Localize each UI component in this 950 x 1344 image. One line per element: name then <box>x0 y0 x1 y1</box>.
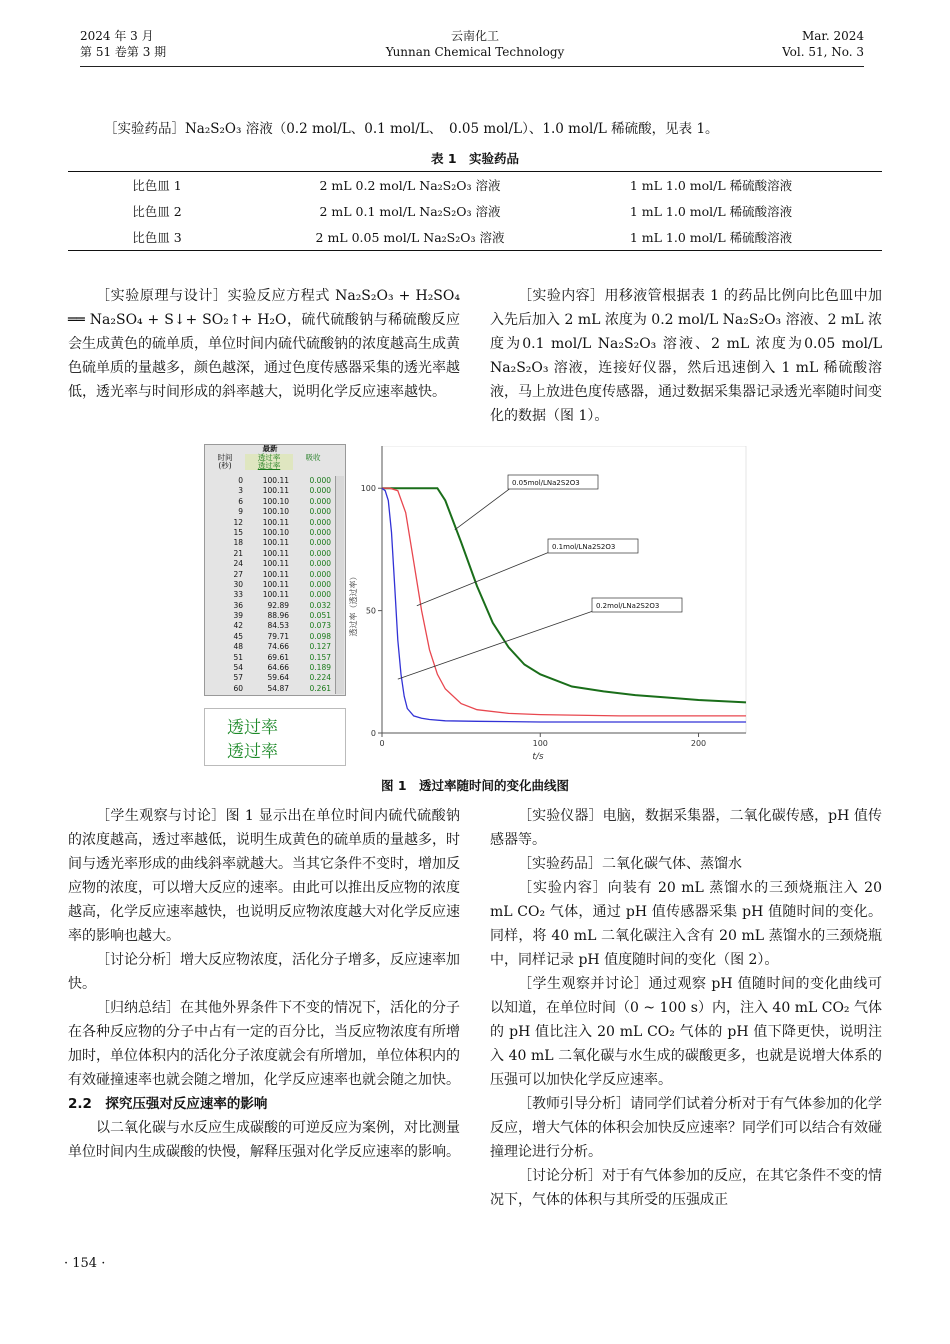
x-tick-label: 0 <box>379 739 385 748</box>
journal-name-cn: 云南化工 <box>450 29 499 43</box>
time-unit: (秒) <box>218 461 232 470</box>
table-cell: 69.61 <box>267 652 289 662</box>
y-tick-label: 50 <box>365 606 376 616</box>
y-axis-label: 透过率（透过率） <box>349 572 358 637</box>
table-cell: 比色皿 2 <box>132 204 182 219</box>
table-cell: 0.000 <box>309 538 331 548</box>
table-cell: 74.66 <box>267 642 289 652</box>
table-row <box>205 684 335 694</box>
header-right <box>782 28 864 60</box>
table-cell: 0.051 <box>309 611 331 621</box>
table-cell: 0.000 <box>309 476 331 485</box>
table-cell: 51 <box>233 652 243 662</box>
table-cell: 2 mL 0.2 mol/L Na₂S₂O₃ 溶液 <box>319 178 501 193</box>
table-cell: 33 <box>233 590 243 600</box>
header-volume: 第 51 卷第 3 期 <box>80 45 167 59</box>
table-cell: 0.224 <box>309 673 331 683</box>
table-cell: 100.11 <box>262 579 289 589</box>
table-row <box>205 632 335 642</box>
table-cell: 2 mL 0.05 mol/L Na₂S₂O₃ 溶液 <box>315 230 505 245</box>
table-row <box>205 518 335 528</box>
annotation-label: 0.2mol/LNa2S2O3 <box>596 602 660 610</box>
table-cell: 比色皿 3 <box>132 230 182 245</box>
table-row <box>205 570 335 580</box>
table-row <box>205 590 335 600</box>
table-cell: 0.000 <box>309 517 331 527</box>
table-cell: 100.11 <box>262 548 289 558</box>
table-cell: 100.11 <box>262 590 289 600</box>
table-cell: 0.032 <box>309 600 331 610</box>
table-cell: 0.000 <box>309 507 331 517</box>
table-cell: 0.098 <box>309 631 331 641</box>
table-row <box>205 549 335 559</box>
data-table-scrollbar[interactable] <box>335 476 344 694</box>
table-row <box>205 673 335 683</box>
page-number: · 154 · <box>64 1256 106 1271</box>
table-row <box>205 611 335 621</box>
table-cell: 0.000 <box>309 579 331 589</box>
table-cell: 30 <box>233 579 243 589</box>
table-cell: 60 <box>233 683 243 693</box>
figure1-caption: 图 1 透过率随时间的变化曲线图 <box>380 778 570 793</box>
table-row <box>68 224 882 251</box>
table-cell: 100.10 <box>262 496 289 506</box>
legend-label: 透过率 <box>227 718 278 738</box>
data-table-rows <box>205 476 335 694</box>
y-tick-label: 0 <box>370 729 376 738</box>
abs-col-header: 吸收 <box>305 453 321 462</box>
discussion-paragraph: ［讨论分析］增大反应物浓度，活化分子增多，反应速率加快。 <box>68 952 460 992</box>
table-row <box>205 497 335 507</box>
table-row <box>205 559 335 569</box>
left-column-bottom <box>68 804 460 1164</box>
table-cell: 0.000 <box>309 569 331 579</box>
table-row <box>68 172 882 199</box>
table-cell: 39 <box>233 611 243 621</box>
journal-name-en: Yunnan Chemical Technology <box>385 45 565 59</box>
time-label: 时间 <box>217 453 233 462</box>
table-cell: 1 mL 1.0 mol/L 稀硫酸溶液 <box>629 230 793 245</box>
data-legend-box <box>204 708 346 766</box>
discussion2-paragraph: ［讨论分析］对于有气体参加的反应，在其它条件不变的情况下，气体的体积与其所受的压强成正 <box>490 1168 882 1208</box>
transmittance-chart <box>346 446 748 772</box>
table-cell: 0.000 <box>309 496 331 506</box>
table-cell: 36 <box>233 600 243 610</box>
x-tick-label: 200 <box>690 739 707 748</box>
table-cell: 100.11 <box>262 559 289 569</box>
summary-paragraph: ［归纳总结］在其他外界条件下不变的情况下，活化的分子在各种反应物的分子中占有一定的百分比，当反应物浓度有所增加时，单位体积内的活化分子浓度就会有所增加，单位体积内的有效碰撞速率也就会随之增加，化学反应速率也就会随之加快。 <box>68 1000 460 1088</box>
procedure-paragraph: ［实验内容］向装有 20 mL 蒸馏水的三颈烧瓶注入 20 mL CO₂ 气体，通过 pH 值传感器采集 pH 值随时间的变化。同样，将 40 mL 二氧化碳注入含有 20 mL 蒸馏水的三颈烧瓶中，同样记录 pH 值度随时间的变化（图 2）。 <box>490 880 882 968</box>
table-row <box>205 601 335 611</box>
content-paragraph: ［实验内容］用移液管根据表 1 的药品比例向比色皿中加入先后加入 2 mL 浓度为 0.2 mol/L Na₂S₂O₃ 溶液、2 mL 浓度为0.1 mol/L Na₂S₂O₃ 溶液、2 mL 浓度为0.05 mol/L Na₂S₂O₃ 溶液，连接好仪器，然后迅速倒入 1 mL 稀硫酸溶液，马上放进色度传感器，通过数据采集器记录透光率随时间变化的数据（图 1）。 <box>490 288 882 424</box>
data-table-panel <box>204 444 346 696</box>
table-cell: 12 <box>233 517 243 527</box>
header-date-en: Mar. 2024 <box>801 29 864 43</box>
table-cell: 100.11 <box>262 517 289 527</box>
section-paragraph: 以二氧化碳与水反应生成碳酸的可逆反应为案例，对比测量单位时间内生成碳酸的快慢，解释压强对化学反应速率的影响。 <box>68 1120 460 1160</box>
table-cell: 100.11 <box>262 569 289 579</box>
trans-col-header <box>245 454 293 470</box>
reagent-paragraph: ［实验药品］二氧化碳气体、蒸馏水 <box>518 856 742 872</box>
table-cell: 0.000 <box>309 548 331 558</box>
principle-paragraph: ［实验原理与设计］实验反应方程式 Na₂S₂O₃ + H₂SO₄ ══ Na₂SO₄ + S↓+ SO₂↑+ H₂O，硫代硫酸钠与稀硫酸反应会生成黄色的硫单质，单位时间内硫代硫酸钠的浓度越高生成黄色硫单质的量越多，颜色越深，通过色度传感器采集的透光率越低，透光率与时间形成的斜率越大，说明化学反应速率越快。 <box>68 288 460 400</box>
table-row <box>205 507 335 517</box>
legend-label: 透过率 <box>227 742 278 762</box>
table-cell: 100.11 <box>262 476 289 485</box>
right-column-bottom <box>490 804 882 1212</box>
observation-paragraph: ［学生观察与讨论］图 1 显示出在单位时间内硫代硫酸钠的浓度越高，透过率越低，说明生成黄色的硫单质的量越多，时间与透光率形成的曲线斜率就越大。当其它条件不变时，增加反应物的浓度，可以增大反应的速率。由此可以推出反应物的浓度越高，化学反应速率越快，也说明反应物浓度越大对化学反应速率的影响也越大。 <box>68 808 460 944</box>
table-row <box>205 653 335 663</box>
table-cell: 100.10 <box>262 507 289 517</box>
table-row <box>205 580 335 590</box>
table-row <box>205 486 335 496</box>
latest-label: 最新 <box>262 444 278 453</box>
table-cell: 100.11 <box>262 538 289 548</box>
table-cell: 比色皿 1 <box>132 178 182 193</box>
table-cell: 15 <box>233 527 243 537</box>
annotation-label: 0.1mol/LNa2S2O3 <box>552 543 616 551</box>
left-column-top <box>68 284 460 404</box>
table-cell: 100.11 <box>262 486 289 496</box>
table-cell: 64.66 <box>267 663 289 673</box>
table1-caption: 表 1 实验药品 <box>430 151 520 166</box>
table-cell: 0.073 <box>309 621 331 631</box>
x-axis-label: t/s <box>532 752 544 762</box>
table-cell: 27 <box>233 569 243 579</box>
table-cell: 24 <box>233 559 243 569</box>
table-row <box>68 198 882 224</box>
table-cell: 0.000 <box>309 527 331 537</box>
table-cell: 18 <box>233 538 243 548</box>
table-cell: 100.10 <box>262 527 289 537</box>
table-cell: 0.157 <box>309 652 331 662</box>
table-cell: 0.000 <box>309 590 331 600</box>
table-cell: 6 <box>238 496 243 506</box>
table-cell: 3 <box>238 486 243 496</box>
table-cell: 54 <box>233 663 243 673</box>
instrument-paragraph: ［实验仪器］电脑，数据采集器，二氧化碳传感，pH 值传感器等。 <box>490 808 882 848</box>
table-cell: 0.261 <box>309 683 331 693</box>
table-cell: 9 <box>238 507 243 517</box>
observation2-paragraph: ［学生观察并讨论］通过观察 pH 值随时间的变化曲线可以知道，在单位时间（0 ~ 100 s）内，注入 40 mL CO₂ 气体的 pH 值比注入 20 mL CO₂ 气体的 pH 值下降更快，说明注入 40 mL 二氧化碳与水生成的碳酸更多，也就是说增大体系的压强可以加快化学反应速率。 <box>490 976 882 1088</box>
table-row <box>205 528 335 538</box>
table-row <box>205 642 335 652</box>
table-cell: 1 mL 1.0 mol/L 稀硫酸溶液 <box>629 178 793 193</box>
table-cell: 0 <box>238 476 243 485</box>
table-row <box>205 538 335 548</box>
table-cell: 59.64 <box>267 673 289 683</box>
header-rule <box>80 66 864 67</box>
table-cell: 42 <box>233 621 243 631</box>
x-tick-label: 100 <box>532 739 548 748</box>
table-row <box>205 663 335 673</box>
table-cell: 0.189 <box>309 663 331 673</box>
section-heading: 2.2 探究压强对反应速率的影响 <box>68 1096 268 1112</box>
trans-label: 透过率 <box>257 453 281 462</box>
table1 <box>68 171 882 251</box>
table-cell: 92.89 <box>267 600 289 610</box>
data-table-header <box>205 445 345 475</box>
header-volume-en: Vol. 51, No. 3 <box>782 45 864 59</box>
trans-sub-label: 透过率 <box>257 461 281 470</box>
table-cell: 57 <box>233 673 243 683</box>
y-tick-label: 100 <box>360 484 376 494</box>
table-cell: 0.127 <box>309 642 331 652</box>
table-cell: 1 mL 1.0 mol/L 稀硫酸溶液 <box>629 204 793 219</box>
table-cell: 84.53 <box>267 621 289 631</box>
header-date: 2024 年 3 月 <box>80 29 154 43</box>
table-cell: 88.96 <box>267 611 289 621</box>
table-cell: 45 <box>233 631 243 641</box>
table-row <box>205 476 335 486</box>
annotation-label: 0.05mol/LNa2S2O3 <box>512 479 580 487</box>
table-cell: 21 <box>233 548 243 558</box>
time-col-header <box>207 454 243 470</box>
table-cell: 54.87 <box>267 683 289 693</box>
table-cell: 0.000 <box>309 486 331 496</box>
table-cell: 0.000 <box>309 559 331 569</box>
reagent-line: ［实验药品］Na₂S₂O₃ 溶液（0.2 mol/L、0.1 mol/L、 0.05 mol/L）、1.0 mol/L 稀硫酸，见表 1。 <box>104 121 719 137</box>
teacher-paragraph: ［教师引导分析］请同学们试着分析对于有气体参加的化学反应，增大气体的体积会加快反应速率？同学们可以结合有效碰撞理论进行分析。 <box>490 1096 882 1160</box>
table-cell: 48 <box>233 642 243 652</box>
header-left <box>80 28 166 60</box>
table-cell: 79.71 <box>267 631 289 641</box>
right-column-top <box>490 284 882 428</box>
table-row <box>205 621 335 631</box>
header-center <box>300 28 650 60</box>
table-cell: 2 mL 0.1 mol/L Na₂S₂O₃ 溶液 <box>319 204 501 219</box>
